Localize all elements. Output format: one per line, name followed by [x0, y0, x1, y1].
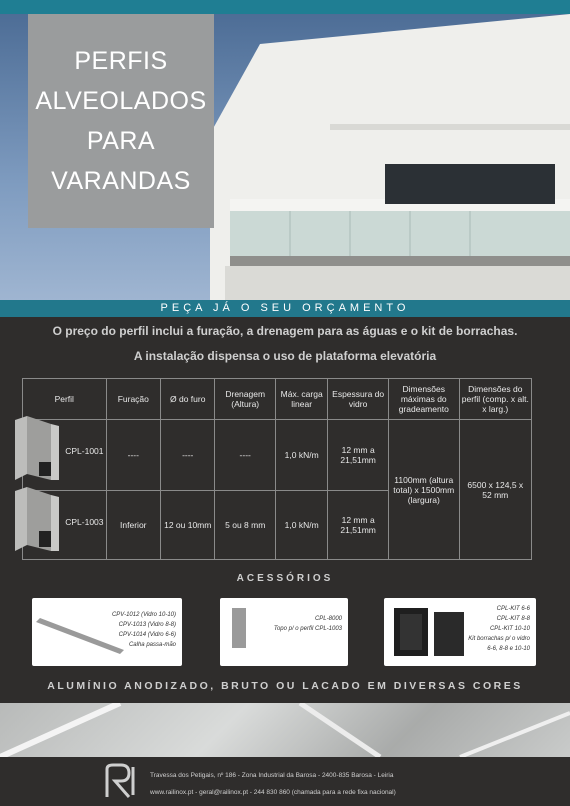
table-cell: 12 mm a 21,51mm	[328, 491, 389, 560]
profile-code: CPL-1003	[65, 517, 104, 527]
table-cell: 1,0 kN/m	[276, 420, 328, 491]
title-line: PARA	[86, 127, 156, 155]
accessory-caption: Calha passa-mão	[128, 642, 176, 648]
table-cell: 12 mm a 21,51mm	[328, 420, 389, 491]
top-accent-bar	[0, 0, 570, 14]
hero-image	[0, 14, 570, 300]
profile-cell	[23, 420, 107, 491]
accessory-card	[32, 598, 182, 666]
glass-image	[0, 703, 570, 757]
table-header: Dimensões máximas do gradeamento	[388, 379, 459, 420]
title-line: ALVEOLADOS	[35, 87, 207, 115]
cap-image	[232, 608, 246, 648]
spec-table	[22, 378, 532, 560]
accessory-code: CPV-1013 (Vidro 8-8)	[118, 622, 176, 628]
gasket-kit-image	[390, 604, 470, 660]
title-box	[28, 14, 214, 228]
accessory-card	[384, 598, 536, 666]
table-header: Drenagem (Altura)	[215, 379, 276, 420]
table-header-row	[23, 379, 532, 420]
table-cell: ----	[161, 420, 215, 491]
table-cell: Inferior	[106, 491, 161, 560]
table-cell: 1100mm (altura total) x 1500mm (largura)	[388, 420, 459, 560]
table-header: Máx. carga linear	[276, 379, 328, 420]
table-cell: 1,0 kN/m	[276, 491, 328, 560]
accessories-title: ACESSÓRIOS	[236, 573, 334, 584]
title-line: PERFIS	[74, 47, 168, 75]
table-header: Espessura do vidro	[328, 379, 389, 420]
railinox-logo	[103, 761, 143, 801]
intro-line-1: O preço do perfil inclui a furação, a drenagem para as águas e o kit de borrachas.	[52, 324, 518, 338]
profile-image	[11, 485, 67, 555]
intro-line-2: A instalação dispensa o uso de plataforma elevatória	[133, 349, 437, 363]
footer-address: Travessa dos Petigais, nº 186 - Zona Industrial da Barosa - 2400-835 Barosa - Leiria	[150, 772, 394, 779]
accessory-code: CPV-1014 (Vidro 6-6)	[118, 632, 176, 638]
table-row	[23, 420, 532, 491]
accessory-caption: Kit borrachas p/ o vidro 6-6, 8-8 e 10-10	[468, 636, 530, 652]
footer-contact: www.railinox.pt - geral@railinox.pt - 244 830 860 (chamada para a rede fixa nacional)	[150, 789, 396, 796]
accessory-code: CPL-KIT 6-6	[496, 606, 530, 612]
table-cell: ----	[106, 420, 161, 491]
title-line: VARANDAS	[51, 167, 191, 195]
table-cell: 5 ou 8 mm	[215, 491, 276, 560]
table-header: Ø do furo	[161, 379, 215, 420]
table-cell: ----	[215, 420, 276, 491]
table-header: Furação	[106, 379, 161, 420]
table-cell: 12 ou 10mm	[161, 491, 215, 560]
table-header: Perfil	[23, 379, 107, 420]
glass-reflection	[0, 703, 570, 757]
accessory-code: CPL-8000	[314, 616, 342, 622]
table-cell: 6500 x 124,5 x 52 mm	[459, 420, 531, 560]
accessory-code: CPV-1012 (Vidro 10-10)	[111, 612, 176, 618]
accessory-code: CPL-KIT 8-8	[496, 616, 530, 622]
profile-code: CPL-1001	[65, 446, 104, 456]
footer	[0, 757, 570, 806]
accessory-code: CPL-KIT 10-10	[489, 626, 530, 632]
profile-image	[11, 414, 67, 484]
accessory-caption: Topo p/ o perfil CPL-1003	[273, 626, 342, 632]
accessory-card	[220, 598, 348, 666]
table-header: Dimensões do perfil (comp. x alt. x larg.)	[459, 379, 531, 420]
quote-banner: PEÇA JÁ O SEU ORÇAMENTO	[0, 300, 570, 317]
finish-banner: ALUMÍNIO ANODIZADO, BRUTO OU LACADO EM DIVERSAS CORES	[47, 680, 523, 692]
profile-cell	[23, 491, 107, 560]
